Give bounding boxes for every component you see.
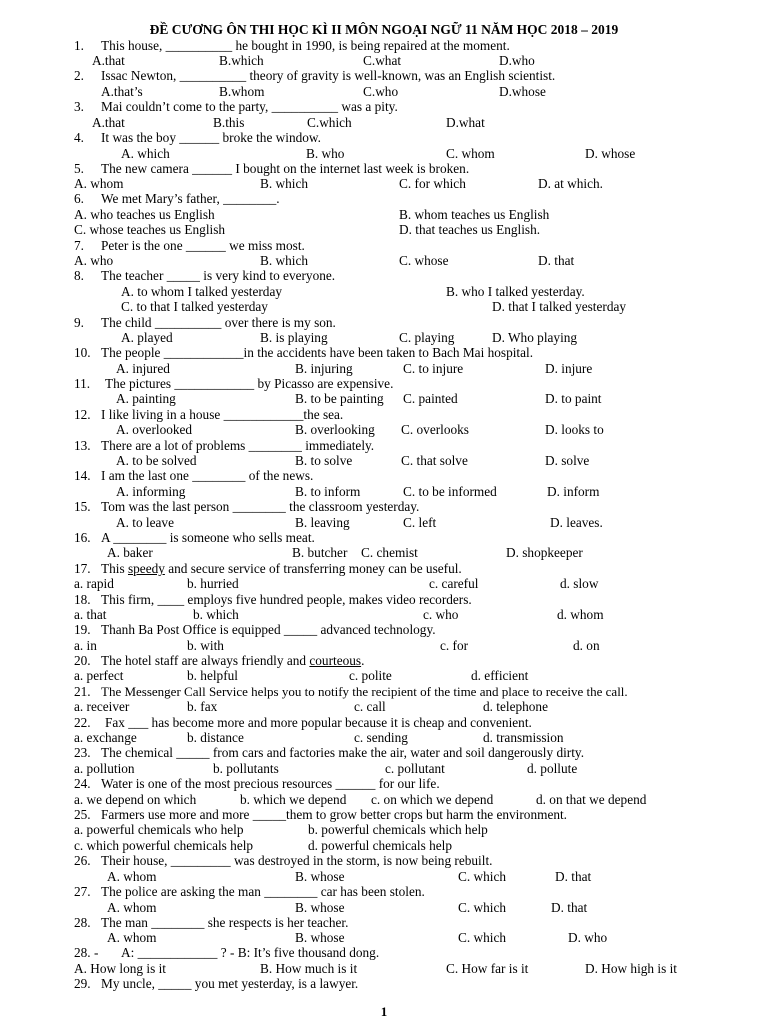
question-4-option-b: B. who: [306, 146, 345, 161]
question-22-option-b: b. distance: [187, 730, 244, 745]
question-20-text-end: .: [361, 653, 365, 668]
question-6-option-c: C. whose teaches us English: [74, 222, 226, 237]
question-7-option-d: D. that: [538, 253, 575, 268]
question-13-text: There are a lot of problems ________ immediately.: [101, 438, 375, 453]
question-9-option-d: D. Who playing: [492, 330, 578, 345]
question-27-text: The police are asking the man ________ car has been stolen.: [101, 884, 425, 899]
question-11-option-b: B. to be painting: [295, 391, 384, 406]
question-28-number: 28.: [74, 915, 91, 930]
question-5-option-a: A. whom: [74, 176, 124, 191]
question-7-option-c: C. whose: [399, 253, 449, 268]
question-6-option-a: A. who teaches us English: [74, 207, 215, 222]
question-16-option-a: A. baker: [107, 545, 153, 560]
question-9-text: The child __________ over there is my son.: [101, 315, 336, 330]
question-12-option-d: D. looks to: [545, 422, 604, 437]
question-26-number: 26.: [74, 853, 91, 868]
question-28b-text: A: ____________ ? - B: It’s five thousand dong.: [121, 945, 380, 960]
question-14-option-c: C. to be informed: [403, 484, 497, 499]
question-3-number: 3.: [74, 99, 84, 114]
question-20-number: 20.: [74, 653, 91, 668]
question-23-option-b: b. pollutants: [213, 761, 279, 776]
question-3-option-b: B.this: [213, 115, 245, 130]
question-26-text: Their house, _________ was destroyed in the storm, is now being rebuilt.: [101, 853, 493, 868]
question-12-number: 12.: [74, 407, 91, 422]
question-25-option-d: d. powerful chemicals help: [308, 838, 452, 853]
question-6-text: We met Mary’s father, ________.: [101, 191, 280, 206]
question-24-option-c: c. on which we depend: [371, 792, 494, 807]
question-17-text-start: This: [101, 561, 128, 576]
question-13-option-a: A. to be solved: [116, 453, 197, 468]
question-7-text: Peter is the one ______ we miss most.: [101, 238, 305, 253]
question-6-option-b: B. whom teaches us English: [399, 207, 550, 222]
question-10-text: The people ____________in the accidents have been taken to Bach Mai hospital.: [101, 345, 534, 360]
question-19-option-b: b. with: [187, 638, 224, 653]
question-5-option-c: C. for which: [399, 176, 466, 191]
question-13-number: 13.: [74, 438, 91, 453]
question-3-option-a: A.that: [92, 115, 125, 130]
question-3-text: Mai couldn’t come to the party, __________ was a pity.: [101, 99, 398, 114]
question-23-number: 23.: [74, 745, 91, 760]
question-5-number: 5.: [74, 161, 84, 176]
question-15-option-c: C. left: [403, 515, 437, 530]
question-18-option-d: d. whom: [557, 607, 604, 622]
question-28-option-d: D. who: [568, 930, 608, 945]
question-3-option-c: C.which: [307, 115, 352, 130]
question-15-option-b: B. leaving: [295, 515, 350, 530]
question-28b-option-c: C. How far is it: [446, 961, 529, 976]
question-10-option-a: A. injured: [116, 361, 170, 376]
question-24-text: Water is one of the most precious resources ______ for our life.: [101, 776, 440, 791]
question-11-text: The pictures ____________ by Picasso are expensive.: [105, 376, 394, 391]
question-16-option-d: D. shopkeeper: [506, 545, 583, 560]
question-6-option-d: D. that teaches us English.: [399, 222, 541, 237]
question-8-option-b: B. who I talked yesterday.: [446, 284, 585, 299]
question-11-option-d: D. to paint: [545, 391, 602, 406]
question-4-text: It was the boy ______ broke the window.: [101, 130, 321, 145]
question-26-option-c: C. which: [458, 869, 507, 884]
question-24-number: 24.: [74, 776, 91, 791]
question-24-option-d: d. on that we depend: [536, 792, 647, 807]
question-11-option-c: C. painted: [403, 391, 458, 406]
question-29-text: My uncle, _____ you met yesterday, is a lawyer.: [101, 976, 359, 991]
question-17-option-d: d. slow: [560, 576, 599, 591]
question-13-option-b: B. to solve: [295, 453, 353, 468]
question-17-text: [101, 561, 462, 576]
question-25-option-c: c. which powerful chemicals help: [74, 838, 254, 853]
question-20-underlined-word: courteous: [309, 653, 362, 668]
question-12-option-b: B. overlooking: [295, 422, 375, 437]
question-12-option-a: A. overlooked: [116, 422, 193, 437]
page-number: 1: [380, 1004, 388, 1019]
question-2-option-a: A.that’s: [101, 84, 143, 99]
question-26-option-b: B. whose: [295, 869, 345, 884]
question-7-option-a: A. who: [74, 253, 114, 268]
question-22-number: 22.: [74, 715, 91, 730]
question-21-option-d: d. telephone: [483, 699, 548, 714]
question-13-option-d: D. solve: [545, 453, 590, 468]
question-27-option-d: D. that: [551, 900, 588, 915]
question-27-option-a: A. whom: [107, 900, 157, 915]
question-2-text: Issac Newton, __________ theory of gravity is well-known, was an English scientist.: [101, 68, 556, 83]
question-1-option-a: A.that: [92, 53, 125, 68]
question-25-option-a: a. powerful chemicals who help: [74, 822, 244, 837]
question-23-text: The chemical _____ from cars and factories make the air, water and soil dangerously dirty.: [101, 745, 585, 760]
question-19-text: Thanh Ba Post Office is equipped _____ advanced technology.: [101, 622, 436, 637]
question-23-option-d: d. pollute: [527, 761, 578, 776]
question-5-text: The new camera ______ I bought on the internet last week is broken.: [101, 161, 470, 176]
question-10-option-d: D. injure: [545, 361, 593, 376]
question-17-number: 17.: [74, 561, 91, 576]
question-8-option-d: D. that I talked yesterday: [492, 299, 627, 314]
question-9-number: 9.: [74, 315, 84, 330]
question-28-option-a: A. whom: [107, 930, 157, 945]
question-4-option-d: D. whose: [585, 146, 636, 161]
question-18-option-c: c. who: [423, 607, 459, 622]
question-28b-option-d: D. How high is it: [585, 961, 677, 976]
question-3-option-d: D.what: [446, 115, 485, 130]
question-17-option-c: c. careful: [429, 576, 479, 591]
question-10-option-c: C. to injure: [403, 361, 464, 376]
question-29-number: 29.: [74, 976, 91, 991]
question-4-option-a: A. which: [121, 146, 170, 161]
question-28-option-c: C. which: [458, 930, 507, 945]
question-22-option-c: c. sending: [354, 730, 408, 745]
question-28b-option-b: B. How much is it: [260, 961, 358, 976]
question-19-number: 19.: [74, 622, 91, 637]
question-1-text: This house, __________ he bought in 1990, is being repaired at the moment.: [101, 38, 510, 53]
question-19-option-d: d. on: [573, 638, 600, 653]
question-19-option-a: a. in: [74, 638, 97, 653]
question-24-option-a: a. we depend on which: [74, 792, 197, 807]
question-9-option-c: C. playing: [399, 330, 455, 345]
question-19-option-c: c. for: [440, 638, 469, 653]
question-16-number: 16.: [74, 530, 91, 545]
question-13-option-c: C. that solve: [401, 453, 468, 468]
question-7-number: 7.: [74, 238, 84, 253]
question-11-option-a: A. painting: [116, 391, 176, 406]
question-25-number: 25.: [74, 807, 91, 822]
question-21-option-b: b. fax: [187, 699, 218, 714]
question-17-text-end: and secure service of transferring money can be useful.: [164, 561, 462, 576]
question-20-option-d: d. efficient: [471, 668, 529, 683]
question-20-text-start: The hotel staff are always friendly and: [101, 653, 310, 668]
question-20-text: [101, 653, 364, 668]
question-26-option-d: D. that: [555, 869, 592, 884]
question-12-option-c: C. overlooks: [401, 422, 469, 437]
question-10-option-b: B. injuring: [295, 361, 353, 376]
question-15-number: 15.: [74, 499, 91, 514]
question-2-option-c: C.who: [363, 84, 399, 99]
question-4-number: 4.: [74, 130, 84, 145]
question-22-option-d: d. transmission: [483, 730, 564, 745]
question-18-text: This firm, ____ employs five hundred people, makes video recorders.: [101, 592, 472, 607]
question-17-underlined-word: speedy: [127, 561, 165, 576]
question-20-option-b: b. helpful: [187, 668, 238, 683]
question-11-number: 11.: [74, 376, 91, 391]
question-5-option-d: D. at which.: [538, 176, 603, 191]
question-22-text: Fax ___ has become more and more popular because it is cheap and convenient.: [105, 715, 532, 730]
question-21-option-a: a. receiver: [74, 699, 130, 714]
question-14-option-b: B. to inform: [295, 484, 361, 499]
question-16-text: A ________ is someone who sells meat.: [101, 530, 315, 545]
question-24-option-b: b. which we depend: [240, 792, 347, 807]
question-2-option-b: B.whom: [219, 84, 265, 99]
question-18-option-b: b. which: [193, 607, 239, 622]
question-6-number: 6.: [74, 191, 84, 206]
question-21-number: 21.: [74, 684, 91, 699]
question-26-option-a: A. whom: [107, 869, 157, 884]
question-8-option-c: C. to that I talked yesterday: [121, 299, 268, 314]
question-22-option-a: a. exchange: [74, 730, 137, 745]
question-8-number: 8.: [74, 268, 84, 283]
question-21-text: The Messenger Call Service helps you to notify the recipient of the time and place to receive the call.: [101, 684, 628, 699]
question-28b-option-a: A. How long is it: [74, 961, 166, 976]
question-1-option-b: B.which: [219, 53, 264, 68]
question-1-option-d: D.who: [499, 53, 535, 68]
question-25-option-b: b. powerful chemicals which help: [308, 822, 488, 837]
question-8-option-a: A. to whom I talked yesterday: [121, 284, 282, 299]
question-27-option-b: B. whose: [295, 900, 345, 915]
question-12-text: I like living in a house ____________the sea.: [101, 407, 344, 422]
question-14-text: I am the last one ________ of the news.: [101, 468, 314, 483]
question-27-number: 27.: [74, 884, 91, 899]
document-title: ĐỀ CƯƠNG ÔN THI HỌC KÌ II MÔN NGOẠI NGỮ 11 NĂM HỌC 2018 – 2019: [149, 22, 619, 37]
question-1-option-c: C.what: [363, 53, 402, 68]
question-9-option-b: B. is playing: [260, 330, 328, 345]
question-18-option-a: a. that: [74, 607, 107, 622]
question-25-text: Farmers use more and more _____them to grow better crops but harm the environment.: [101, 807, 568, 822]
question-10-number: 10.: [74, 345, 91, 360]
question-7-option-b: B. which: [260, 253, 309, 268]
question-16-option-b: B. butcher: [292, 545, 348, 560]
question-16-option-c: C. chemist: [361, 545, 418, 560]
question-14-option-d: D. inform: [547, 484, 600, 499]
question-21-option-c: c. call: [354, 699, 386, 714]
question-18-number: 18.: [74, 592, 91, 607]
question-28-text: The man ________ she respects is her teacher.: [101, 915, 349, 930]
question-15-option-d: D. leaves.: [550, 515, 603, 530]
question-15-option-a: A. to leave: [116, 515, 174, 530]
question-23-option-c: c. pollutant: [385, 761, 445, 776]
question-20-option-c: c. polite: [349, 668, 392, 683]
question-4-option-c: C. whom: [446, 146, 495, 161]
question-14-option-a: A. informing: [116, 484, 186, 499]
question-15-text: Tom was the last person ________ the classroom yesterday.: [101, 499, 420, 514]
question-28-option-b: B. whose: [295, 930, 345, 945]
question-5-option-b: B. which: [260, 176, 309, 191]
question-2-number: 2.: [74, 68, 84, 83]
question-8-text: The teacher _____ is very kind to everyone.: [101, 268, 336, 283]
question-28b-number: 28. -: [74, 945, 99, 960]
question-20-option-a: a. perfect: [74, 668, 124, 683]
question-14-number: 14.: [74, 468, 91, 483]
question-17-option-a: a. rapid: [74, 576, 114, 591]
question-23-option-a: a. pollution: [74, 761, 135, 776]
question-17-option-b: b. hurried: [187, 576, 239, 591]
question-27-option-c: C. which: [458, 900, 507, 915]
question-1-number: 1.: [74, 38, 84, 53]
question-2-option-d: D.whose: [499, 84, 546, 99]
question-9-option-a: A. played: [121, 330, 173, 345]
